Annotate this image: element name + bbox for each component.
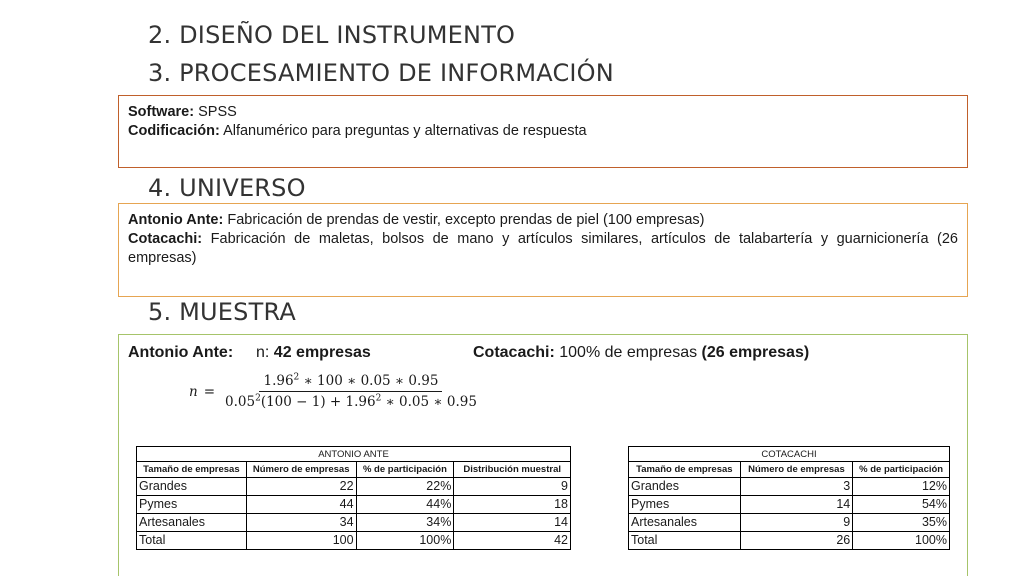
formula-n: n [189, 383, 198, 400]
software-line [128, 103, 958, 122]
table-cell: 22% [356, 478, 454, 496]
codificacion-label: Codificación: [128, 123, 220, 139]
table-cell: Total [629, 532, 741, 550]
universo-cota-line [128, 230, 958, 268]
table-cell: 100 [246, 532, 356, 550]
universo-ante-line [128, 211, 958, 230]
formula-num-b: ∗ 100 ∗ 0.05 ∗ 0.95 [299, 373, 439, 389]
table-ante-header: Tamaño de empresas [137, 462, 247, 478]
table-row-total [137, 532, 571, 550]
table-cell: 9 [454, 478, 571, 496]
table-ante-header: Distribución muestral [454, 462, 571, 478]
table-cell: 44 [246, 496, 356, 514]
table-cota-header: Número de empresas [740, 462, 853, 478]
table-cell: Pymes [137, 496, 247, 514]
universo-ante-value: Fabricación de prendas de vestir, excepto prendas de piel (100 empresas) [223, 212, 705, 228]
universo-ante-label: Antonio Ante: [128, 212, 224, 228]
sample-size-formula [189, 373, 481, 410]
table-cell: 100% [356, 532, 454, 550]
table-cell: 9 [740, 514, 853, 532]
table-cota-header: % de participación [853, 462, 950, 478]
formula-den-a: 0.05 [225, 394, 256, 410]
muestra-cota-value: 100% de empresas [554, 344, 702, 361]
formula-den-b: (100 − 1) + 1.96 [260, 394, 376, 410]
table-cell: 14 [740, 496, 853, 514]
muestra-summary [128, 343, 958, 365]
muestra-ante-label: Antonio Ante: [128, 344, 234, 361]
table-cell: 12% [853, 478, 950, 496]
table-cell: 22 [246, 478, 356, 496]
universo-box [118, 203, 968, 297]
table-ante-header: Número de empresas [246, 462, 356, 478]
table-cell: 42 [454, 532, 571, 550]
heading-universo: 4. UNIVERSO [148, 174, 306, 202]
table-cell: 44% [356, 496, 454, 514]
codificacion-line [128, 122, 958, 141]
table-row [137, 514, 571, 532]
procesamiento-box [118, 95, 968, 168]
universo-cota-value: Fabricación de maletas, bolsos de mano y artículos similares, artículos de talabartería y guarnicionería (26 empresas) [128, 231, 958, 266]
table-cell: 34 [246, 514, 356, 532]
table-cell: 100% [853, 532, 950, 550]
formula-den-c: ∗ 0.05 ∗ 0.95 [381, 394, 477, 410]
muestra-ante-n [256, 344, 371, 362]
table-cell: 34% [356, 514, 454, 532]
table-ante-title: ANTONIO ANTE [137, 447, 571, 462]
table-cell: 14 [454, 514, 571, 532]
table-cell: 54% [853, 496, 950, 514]
table-cell: 18 [454, 496, 571, 514]
formula-num-a: 1.96 [263, 373, 294, 389]
table-row [629, 514, 950, 532]
formula-eq: = [203, 383, 216, 400]
heading-procesamiento-informacion: 3. PROCESAMIENTO DE INFORMACIÓN [148, 59, 614, 87]
muestra-cota [473, 344, 809, 362]
table-cell: 26 [740, 532, 853, 550]
table-row [137, 478, 571, 496]
table-cotacachi [628, 446, 950, 550]
muestra-cota-label: Cotacachi: [473, 344, 555, 361]
table-cell: Artesanales [137, 514, 247, 532]
table-antonio-ante [136, 446, 571, 550]
table-cell: Artesanales [629, 514, 741, 532]
formula-den-exp2: 2 [375, 393, 382, 404]
heading-diseno-instrumento: 2. DISEÑO DEL INSTRUMENTO [148, 21, 516, 49]
software-label: Software: [128, 104, 195, 120]
table-row [629, 496, 950, 514]
muestra-ante-n-value: 42 empresas [273, 344, 371, 361]
table-cell: 35% [853, 514, 950, 532]
formula-fraction [221, 373, 481, 410]
table-cell: 3 [740, 478, 853, 496]
table-cell: Grandes [629, 478, 741, 496]
table-cell: Grandes [137, 478, 247, 496]
codificacion-value: Alfanumérico para preguntas y alternativas de respuesta [219, 123, 587, 139]
table-ante-header: % de participación [356, 462, 454, 478]
heading-muestra: 5. MUESTRA [148, 298, 296, 326]
table-cell: Pymes [629, 496, 741, 514]
muestra-cota-paren: (26 empresas) [701, 344, 810, 361]
table-row [629, 478, 950, 496]
universo-cota-label: Cotacachi: [128, 231, 203, 247]
table-cell: Total [137, 532, 247, 550]
muestra-ante-n-prefix: n: [256, 344, 274, 361]
table-cota-title: COTACACHI [629, 447, 950, 462]
formula-den-exp1: 2 [255, 393, 261, 404]
table-row [137, 496, 571, 514]
formula-numerator [259, 373, 442, 392]
table-row-total [629, 532, 950, 550]
formula-num-exp: 2 [293, 372, 300, 383]
formula-denominator [221, 392, 481, 410]
software-value: SPSS [194, 104, 237, 120]
table-cota-header: Tamaño de empresas [629, 462, 741, 478]
